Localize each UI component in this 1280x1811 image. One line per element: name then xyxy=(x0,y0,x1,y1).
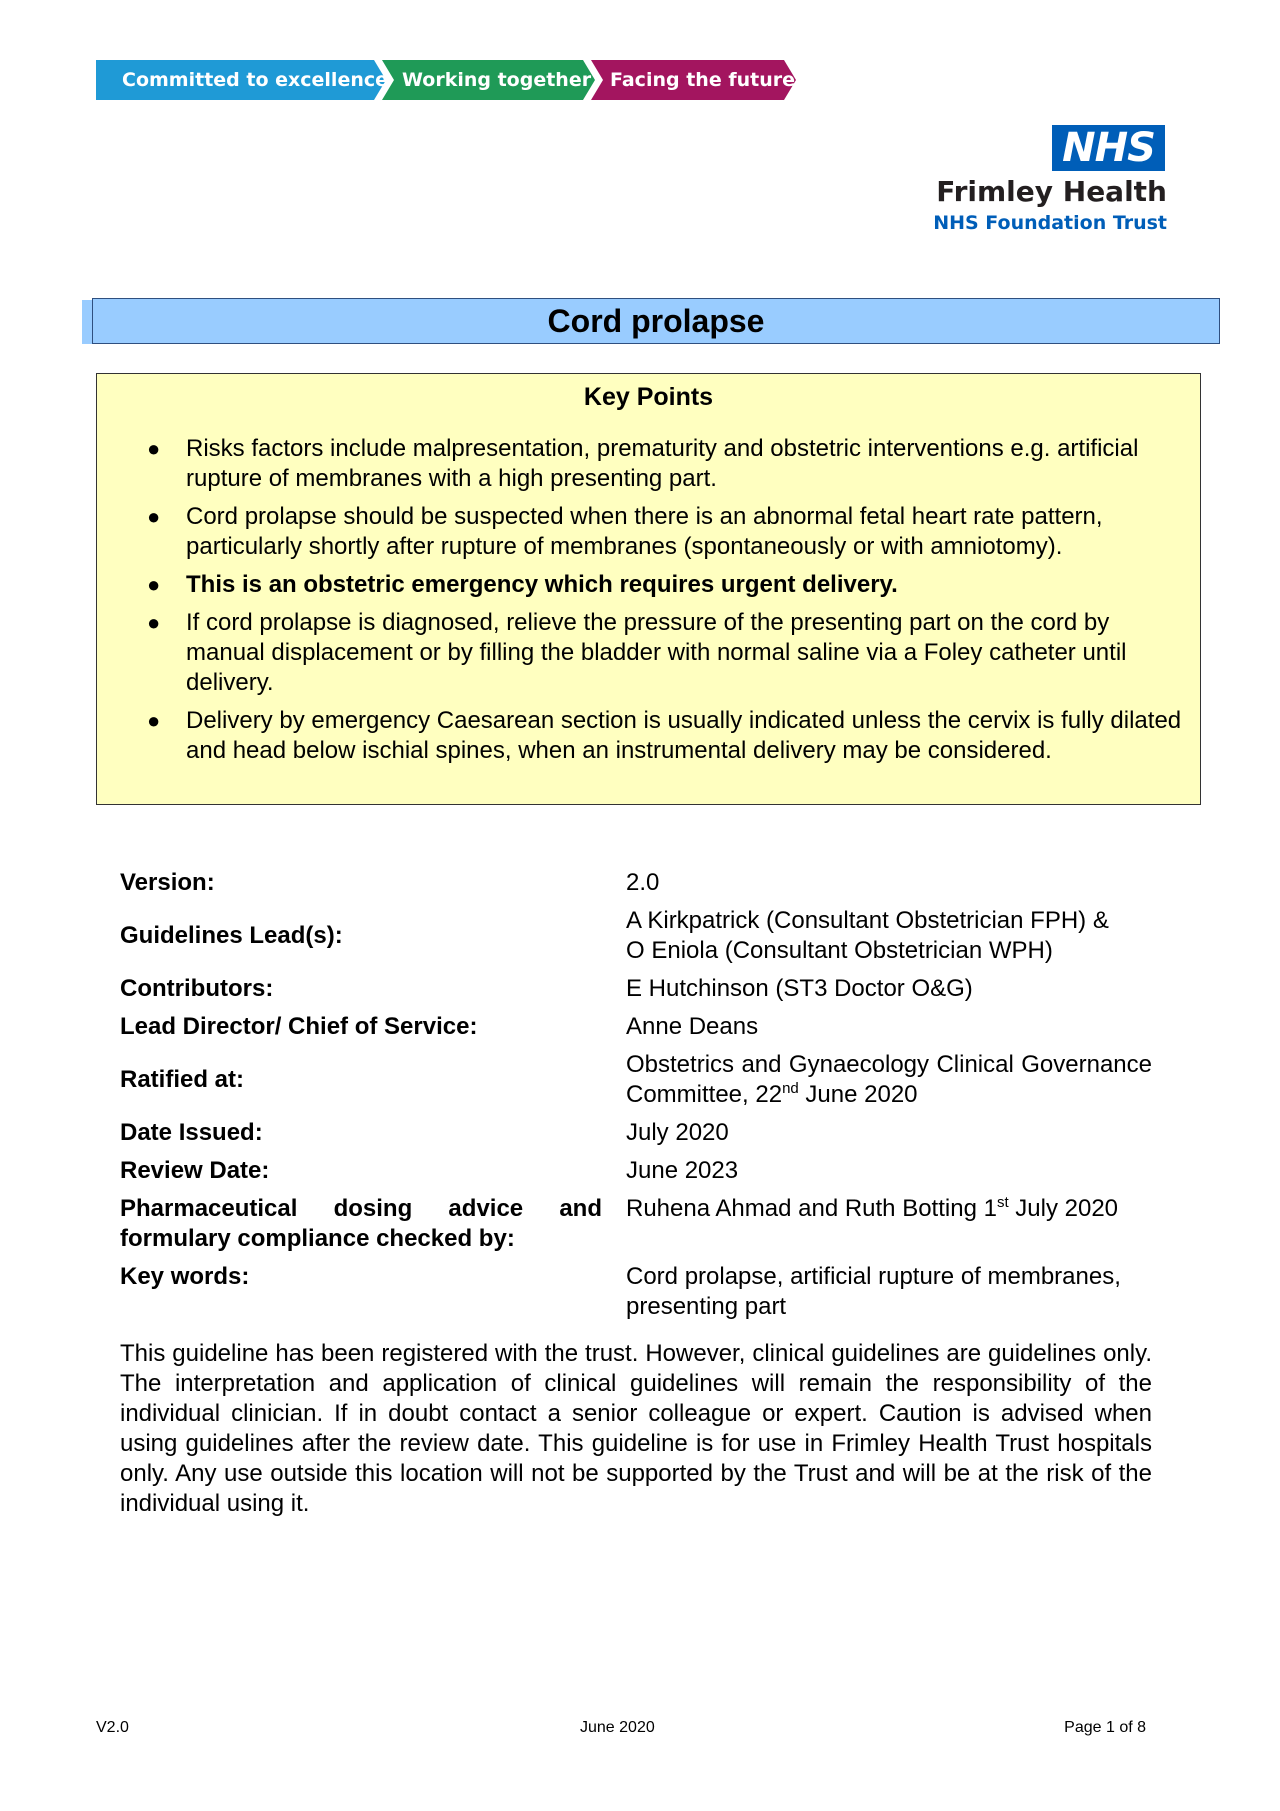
meta-value-sup: st xyxy=(996,1194,1009,1211)
key-point-text: If cord prolapse is diagnosed, relieve the pressure of the presenting part on the cord by manual displacement or by filling the bladder with normal saline via a Foley catheter until delivery. xyxy=(186,609,1127,696)
nhs-logo: NHS xyxy=(1052,125,1165,171)
meta-row-review xyxy=(120,1156,1152,1186)
footer-page-number: Page 1 of 8 xyxy=(1064,1719,1146,1736)
bullet-icon: ● xyxy=(147,504,161,529)
meta-value xyxy=(626,906,1152,966)
title-accent xyxy=(82,300,92,344)
meta-row-pharmaceutical xyxy=(120,1194,1152,1254)
meta-value: 2.0 xyxy=(626,869,660,896)
key-point-text: Risks factors include malpresentation, prematurity and obstetric interventions e.g. artificial rupture of membranes with a high presenting part. xyxy=(186,435,1139,492)
banner-label-future: Facing the future xyxy=(610,69,795,91)
meta-label: Pharmaceutical dosing advice and formulary compliance checked by: xyxy=(120,1195,602,1252)
bullet-icon: ● xyxy=(147,436,161,461)
values-banner xyxy=(96,60,796,100)
page-title: Cord prolapse xyxy=(92,298,1220,344)
meta-value-text: Obstetrics and Gynaecology Clinical Governance Committee, 22 xyxy=(626,1051,1152,1108)
key-point-text: This is an obstetric emergency which requires urgent delivery. xyxy=(186,571,898,598)
meta-label: Ratified at: xyxy=(120,1066,245,1093)
meta-row-keywords xyxy=(120,1262,1152,1322)
meta-row-contributors xyxy=(120,974,1152,1004)
disclaimer-paragraph: This guideline has been registered with the trust. However, clinical guidelines are guidelines only. The interpretation and application of clinical guidelines will remain the responsibility of the individual clinician. If in doubt contact a senior colleague or expert. Caution is advised when using guidelines after the review date. This guideline is for use in Frimley Health Trust hospitals only. Any use outside this location will not be supported by the Trust and will be at the risk of the individual using it. xyxy=(120,1340,1152,1517)
meta-value: Anne Deans xyxy=(626,1013,759,1040)
org-name: Frimley Health xyxy=(936,175,1167,208)
meta-label: Guidelines Lead(s): xyxy=(120,922,343,949)
meta-value xyxy=(626,1194,1152,1254)
meta-label: Date Issued: xyxy=(120,1119,263,1146)
key-point-item xyxy=(97,608,1200,698)
meta-label: Review Date: xyxy=(120,1157,270,1184)
meta-row-issued xyxy=(120,1118,1152,1148)
meta-label: Version: xyxy=(120,869,215,896)
key-point-item xyxy=(97,502,1200,562)
meta-row-lead xyxy=(120,906,1152,966)
org-subtitle: NHS Foundation Trust xyxy=(933,212,1167,234)
key-points-box xyxy=(96,373,1201,805)
meta-value: E Hutchinson (ST3 Doctor O&G) xyxy=(626,975,973,1002)
banner-label-excellence: Committed to excellence xyxy=(122,69,388,91)
key-point-item xyxy=(97,434,1200,494)
meta-label: Lead Director/ Chief of Service: xyxy=(120,1013,478,1040)
key-point-item-emphasis xyxy=(97,570,1200,600)
meta-row-director xyxy=(120,1012,1152,1042)
bullet-icon: ● xyxy=(147,708,161,733)
footer-date: June 2020 xyxy=(580,1719,655,1736)
meta-row-version xyxy=(120,868,1152,898)
meta-row-ratified xyxy=(120,1050,1152,1110)
key-points-heading: Key Points xyxy=(583,383,714,411)
meta-value: July 2020 xyxy=(626,1119,729,1146)
meta-value-text: Ruhena Ahmad and Ruth Botting 1 xyxy=(626,1195,997,1222)
meta-value-line: A Kirkpatrick (Consultant Obstetrician FPH) & xyxy=(626,907,1109,934)
meta-value-text: July 2020 xyxy=(1008,1195,1119,1222)
key-point-item xyxy=(97,706,1200,766)
document-metadata xyxy=(120,868,1152,1330)
footer-version: V2.0 xyxy=(96,1719,129,1736)
meta-value xyxy=(626,1050,1152,1110)
key-points-list xyxy=(97,434,1200,766)
meta-value-line: O Eniola (Consultant Obstetrician WPH) xyxy=(626,937,1053,964)
key-point-text: Delivery by emergency Caesarean section is usually indicated unless the cervix is fully dilated and head below ischial spines, when an instrumental delivery may be considered. xyxy=(186,707,1182,764)
meta-label: Contributors: xyxy=(120,975,274,1002)
bullet-icon: ● xyxy=(147,610,161,635)
banner-label-together: Working together xyxy=(402,69,592,91)
bullet-icon: ● xyxy=(147,572,161,597)
meta-value: Cord prolapse, artificial rupture of membranes, presenting part xyxy=(626,1263,1121,1320)
meta-value: June 2023 xyxy=(626,1157,739,1184)
meta-value-sup: nd xyxy=(782,1080,799,1097)
meta-label: Key words: xyxy=(120,1263,250,1290)
meta-value-text: June 2020 xyxy=(798,1081,918,1108)
key-point-text: Cord prolapse should be suspected when there is an abnormal fetal heart rate pattern, particularly shortly after rupture of membranes (spontaneously or with amniotomy). xyxy=(186,503,1103,560)
